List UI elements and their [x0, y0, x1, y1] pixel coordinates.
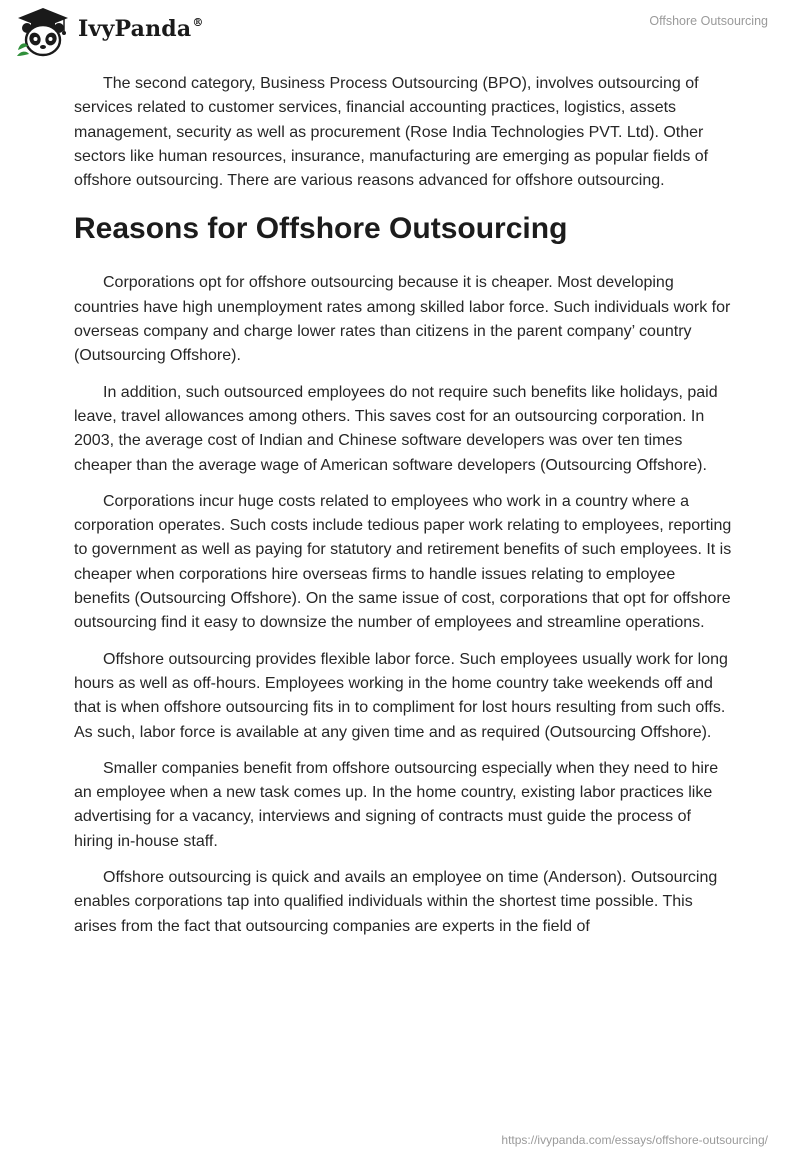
document-title: Offshore Outsourcing	[649, 14, 768, 28]
article-body	[74, 72, 734, 951]
section-heading: Reasons for Offshore Outsourcing	[74, 212, 568, 246]
paragraph: Corporations opt for offshore outsourcing because it is cheaper. Most developing countries have high unemployment rates among skilled labor force. Such individuals work for overseas company and charge lower rates than citizens in the parent company’ country (Outsourcing Offshore).	[74, 274, 731, 365]
panda-graduate-icon[interactable]	[14, 6, 72, 60]
brand-text[interactable]: IvyPanda	[78, 16, 192, 42]
paragraph: Corporations incur huge costs related to employees who work in a country where a corporation operates. Such costs include tedious paper work relating to employees, reporting to government as well as paying for statutory and retirement benefits of such employees. It is cheaper when corporations hire overseas firms to handle issues relating to employee benefits (Outsourcing Offshore). On the same issue of cost, corporations that opt for offshore outsourcing find it easy to downsize the number of employees and streamline operations.	[74, 492, 732, 632]
paragraph: Offshore outsourcing provides flexible labor force. Such employees usually work for long hours as well as off-hours. Employees working in the home country take weekends off and that is when offshore outsourcing fits in to compliment for lost hours resulting from such offs. As such, labor force is available at any given time and as required (Outsourcing Offshore).	[74, 650, 728, 741]
page-header	[0, 0, 800, 64]
paragraph: Smaller companies benefit from offshore outsourcing especially when they need to hire an employee when a new task comes up. In the home country, existing labor practices like advertising for a vacancy, interviews and signing of contracts must guide the process of hiring in-house staff.	[74, 759, 719, 850]
paragraph: Offshore outsourcing is quick and avails an employee on time (Anderson). Outsourcing enables corporations tap into qualified individuals within the shortest time possible. This arises from the fact that outsourcing companies are experts in the field of	[74, 869, 718, 935]
registered-mark: ®	[192, 15, 204, 29]
intro-paragraph: The second category, Business Process Outsourcing (BPO), involves outsourcing of services related to customer services, financial accounting practices, logistics, assets management, security as well as procurement (Rose India Technologies PVT. Ltd). Other sectors like human resources, insurance, manufacturing are emerging as popular fields of offshore outsourcing. There are various reasons advanced for offshore outsourcing.	[74, 75, 709, 190]
source-url[interactable]: https://ivypanda.com/essays/offshore-outsourcing/	[501, 1133, 768, 1147]
brand-name[interactable]	[78, 16, 204, 42]
paragraph: In addition, such outsourced employees do not require such benefits like holidays, paid leave, travel allowances among others. This saves cost for an outsourcing corporation. In 2003, the average cost of Indian and Chinese software developers was over ten times cheaper than the average wage of American software developers (Outsourcing Offshore).	[74, 383, 718, 474]
